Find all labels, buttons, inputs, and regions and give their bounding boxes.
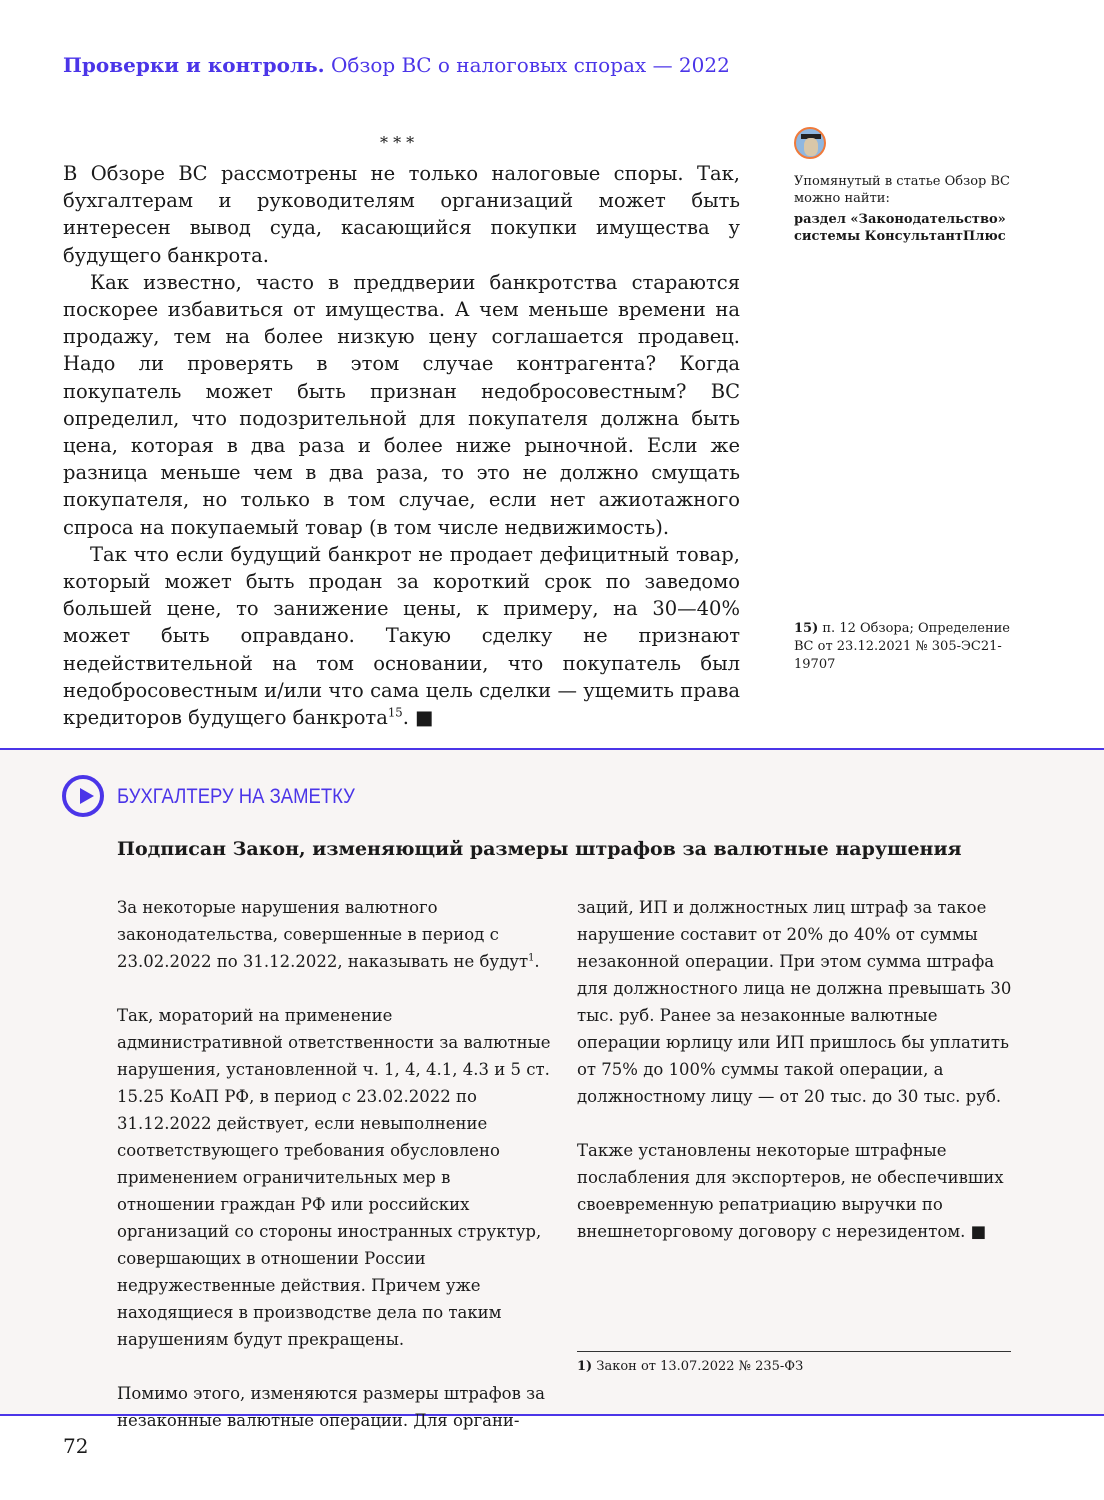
sidebar-location: раздел «Законодательство» системы КонсультантПлюс: [794, 212, 1006, 244]
paragraph: Помимо этого, изменяются размеры штрафов за незаконные валютные операции. Для органи-: [117, 1384, 545, 1430]
paragraph: За некоторые нарушения валютного законодательства, совершенные в период с 23.02.2022 по 31.12.2022, наказывать не будут$^1$.: [117, 898, 540, 971]
article-body: [63, 160, 740, 731]
section-name: Проверки и контроль.: [63, 53, 325, 77]
footnote-number: 15): [794, 621, 819, 636]
paragraph-text: Так что если будущий банкрот не продает дефицитный товар, который может быть продан за короткий срок по заведомо большей цене, то занижение цены, к примеру, на 30—40% может быть оправдано. Такую сделку не признают недействительной на том основании, что покупатель был недобросовестным и/или что сама цель сделки — ущемить права кредиторов будущего банкрота: [63, 542, 740, 730]
paragraph-text: За некоторые нарушения валютного законодательства, совершенные в период с 23.02.2022 по 31.12.2022, наказывать не будут: [117, 898, 529, 971]
paragraph: заций, ИП и должностных лиц штраф за такое нарушение составит от 20% до 40% от суммы незаконной операции. При этом сумма штрафа для должностного лица не должна превышать 30 тыс. руб. Ранее за незаконные валютные операции юрлицу или ИП пришлось бы уплатить от 75% до 100% суммы такой операции, а должностному лицу — от 20 тыс. до 30 тыс. руб.: [577, 898, 1012, 1106]
end-mark: ■: [970, 1222, 987, 1241]
paragraph-text: Также установлены некоторые штрафные послабления для экспортеров, не обеспечивших своевременную репатриацию выручки по внешнеторговому договору с нерезидентом.: [577, 1141, 1004, 1241]
paragraph: Так, мораторий на применение административной ответственности за валютные нарушения, установленной ч. 1, 4, 4.1, 4.3 и 5 ст. 15.25 КоАП РФ, в период с 23.02.2022 по 31.12.2022 действует, если невыполнение соответствующего требования обусловлено применением ограничительных мер в отношении граждан РФ или российских организаций со стороны иностранных структур, совершающих в отношении России недружественные действия. Причем уже находящиеся в производстве дела по таким нарушениям будут прекращены.: [117, 1006, 551, 1349]
article-title: Обзор ВС о налоговых спорах — 2022: [331, 53, 730, 77]
footnote-ref: 15: [387, 705, 403, 720]
paragraph: Как известно, часто в преддверии банкротства стараются поскорее избавиться от имущества. А чем меньше времени на продажу, тем на более низкую цену соглашается продавец. Надо ли проверять в этом случае контрагента? Когда покупатель может быть признан недобросовестным? ВС определил, что подозрительной для покупателя должна быть цена, которая в два раза и более ниже рыночной. Если же разница меньше чем в два раза, то это не должно смущать покупателя, но только в том случае, если нет ажиотажного спроса на покупаемый товар (в том числе недвижимость).: [63, 270, 740, 539]
paragraph: В Обзоре ВС рассмотрены не только налоговые споры. Так, бухгалтерам и руководителям организаций может быть интересен вывод суда, касающийся покупки имущества у будущего банкрота.: [63, 162, 740, 267]
play-icon: [62, 775, 104, 817]
sidebar-note-text: Упомянутый в статье Обзор ВС можно найти:: [794, 174, 1010, 206]
consultant-avatar-icon: [794, 127, 826, 159]
separator: * * *: [380, 133, 415, 152]
footnote-15: [794, 620, 1024, 674]
running-header: [63, 53, 730, 77]
footnote-text: Закон от 13.07.2022 № 235-ФЗ: [596, 1359, 804, 1374]
box-label: БУХГАЛТЕРУ НА ЗАМЕТКУ: [117, 785, 355, 808]
sidebar-note: [794, 173, 1024, 245]
footnote-text: п. 12 Обзора; Определение ВС от 23.12.2021 № 305-ЭС21-19707: [794, 621, 1010, 672]
box-column-left: [117, 894, 552, 1461]
box-title: Подписан Закон, изменяющий размеры штрафов за валютные нарушения: [117, 838, 962, 860]
footnote-number: 1): [577, 1359, 593, 1374]
footnote-1: [577, 1359, 803, 1374]
footnote-ref: 1: [528, 952, 535, 964]
footnote-divider: [577, 1351, 1011, 1352]
box-column-right: [577, 894, 1012, 1272]
paragraph: [577, 1137, 1012, 1245]
end-mark: ■: [415, 706, 434, 730]
paragraph: Так что если будущий банкрот не продает дефицитный товар, который может быть продан за короткий срок по заведомо большей цене, то занижение цены, к примеру, на 30—40% может быть оправдано. Такую сделку не признают недействительной на том основании, что покупатель был недобросовестным и/или что сама цель сделки — ущемить права кредиторов будущего банкрота$^{15}$. ■: [63, 542, 740, 730]
page-number: 72: [63, 1434, 89, 1458]
